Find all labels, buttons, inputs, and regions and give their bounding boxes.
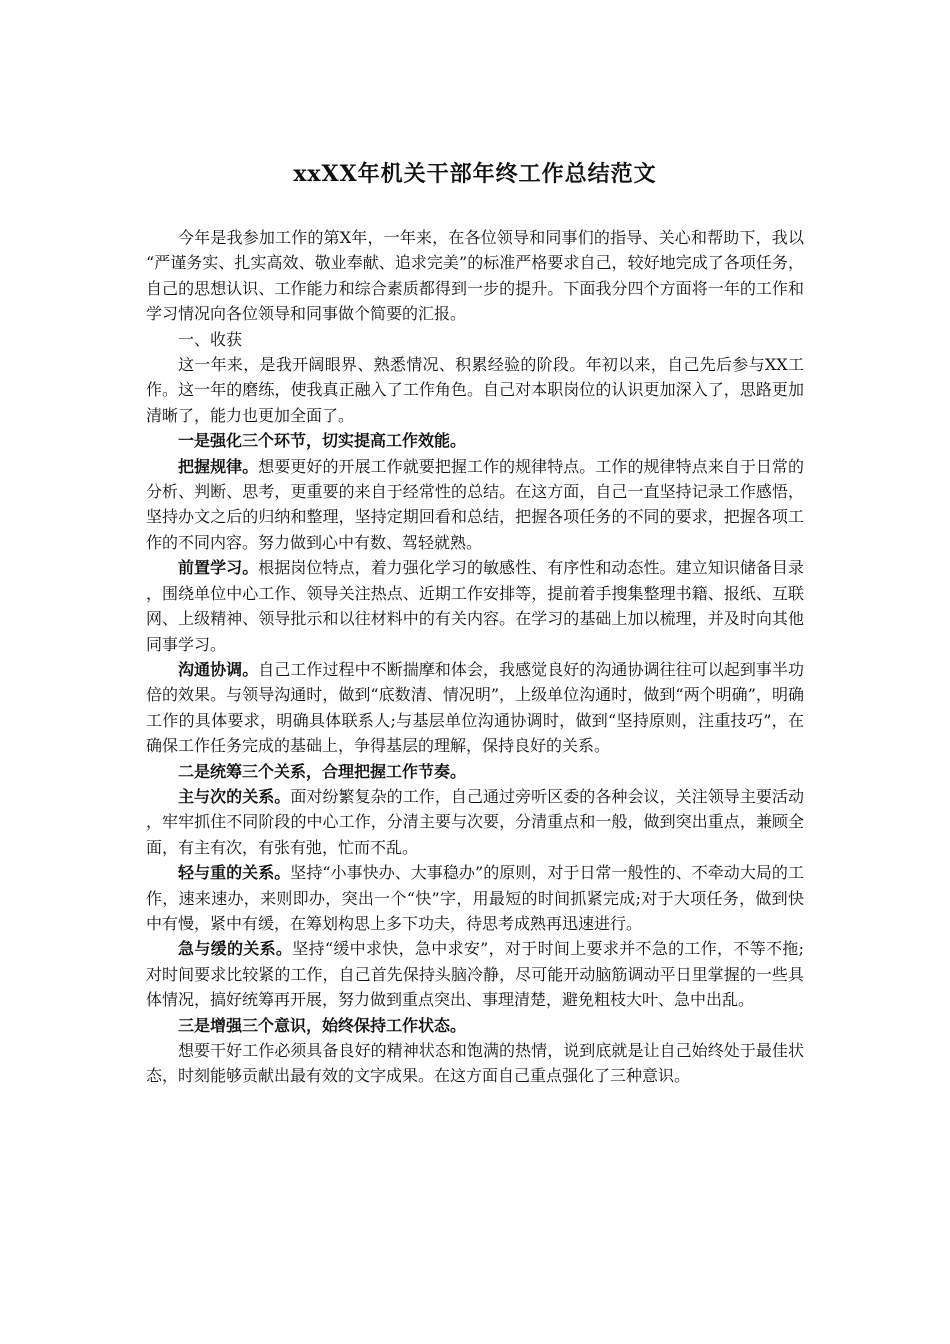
paragraph-text: 想要干好工作必须具备良好的精神状态和饱满的热情，说到底就是让自己始终处于最佳状态，时刻能够贡献出最有效的文字成果。在这方面自己重点强化了三种意识。 <box>146 1041 804 1086</box>
paragraph <box>146 936 804 1012</box>
paragraph-text: 根据岗位特点，着力强化学习的敏感性、有序性和动态性。建立知识储备目录，围绕单位中心工作、领导关注热点、近期工作安排等，提前着手搜集整理书籍、报纸、互联网、上级精神、领导批示和以往材料中的有关内容。在学习的基础上加以梳理，并及时向其他同事学习。 <box>146 558 804 654</box>
paragraph-text: 自己工作过程中不断揣摩和体会，我感觉良好的沟通协调往往可以起到事半功倍的效果。与领导沟通时，做到“底数清、情况明”，上级单位沟通时，做到“两个明确”，明确工作的具体要求，明确具体联系人;与基层单位沟通协调时，做到“坚持原则，注重技巧”，在确保工作任务完成的基础上，争得基层的理解，保持良好的关系。 <box>146 659 804 756</box>
paragraph-text: 坚持“缓中求快，急中求安”，对于时间上要求并不急的工作，不等不拖;对时间要求比较紧的工作，自己首先保持头脑冷静，尽可能开动脑筋调动平日里掌握的一些具体情况，搞好统筹再开展，努力做到重点突出、事理清楚，避免粗枝大叶、急中出乱。 <box>146 939 804 1010</box>
paragraph-lead: 三是增强三个意识，始终保持工作状态。 <box>178 1015 467 1035</box>
paragraph-lead: 急与缓的关系。 <box>178 939 293 959</box>
paragraph-lead: 一是强化三个环节，切实提高工作效能。 <box>178 431 467 451</box>
paragraph <box>146 657 804 759</box>
paragraph-text: 面对纷繁复杂的工作，自己通过旁听区委的各种会议，关注领导主要活动，牢牢抓住不同阶段的中心工作，分清主要与次要，分清重点和一般，做到突出重点，兼顾全面，有主有次，有张有弛，忙而不乱。 <box>146 786 804 857</box>
document-title: xxXX年机关干部年终工作总结范文 <box>293 161 657 187</box>
paragraph-lead: 轻与重的关系。 <box>178 863 291 883</box>
paragraph-text: 一、收获 <box>178 329 243 349</box>
paragraph <box>146 225 804 327</box>
paragraph <box>146 1038 804 1089</box>
paragraph-text: 坚持“小事快办、大事稳办”的原则，对于日常一般性的、不牵动大局的工作，速来速办，来则即办，突出一个“快”字，用最短的时间抓紧完成;对于大项任务，做到快中有慢，紧中有缓，在筹划构思上多下功夫，待思考成熟再迅速进行。 <box>146 863 804 933</box>
paragraph <box>146 555 804 657</box>
paragraph <box>146 860 804 936</box>
document-body <box>146 225 804 1089</box>
paragraph <box>146 454 804 556</box>
paragraph-lead: 把握规律。 <box>178 456 259 476</box>
section-heading <box>146 759 804 784</box>
paragraph-lead: 前置学习。 <box>178 558 259 578</box>
paragraph-lead: 二是统筹三个关系，合理把握工作节奏。 <box>178 761 467 781</box>
paragraph-text: 这一年来，是我开阔眼界、熟悉情况、积累经验的阶段。年初以来，自己先后参与XX工作。这一年的磨练，使我真正融入了工作角色。自己对本职岗位的认识更加深入了，思路更加清晰了，能力也更加全面了。 <box>146 355 804 425</box>
section-heading <box>146 428 804 453</box>
paragraph <box>146 784 804 860</box>
paragraph-text: 今年是我参加工作的第X年，一年来，在各位领导和同事们的指导、关心和帮助下，我以“严谨务实、扎实高效、敬业奉献、追求完美”的标准严格要求自己，较好地完成了各项任务，自己的思想认识、工作能力和综合素质都得到一步的提升。下面我分四个方面将一年的工作和学习情况向各位领导和同事做个简要的汇报。 <box>146 228 804 324</box>
paragraph-lead: 主与次的关系。 <box>178 786 291 806</box>
paragraph-lead: 沟通协调。 <box>178 659 259 679</box>
paragraph <box>146 352 804 428</box>
section-heading <box>146 1013 804 1038</box>
paragraph-text: 想要更好的开展工作就要把握工作的规律特点。工作的规律特点来自于日常的分析、判断、思考，更重要的来自于经常性的总结。在这方面，自己一直坚持记录工作感悟，坚持办文之后的归纳和整理，坚持定期回看和总结，把握各项任务的不同的要求，把握各项工作的不同内容。努力做到心中有数、驾轻就熟。 <box>146 456 804 552</box>
paragraph <box>146 327 804 352</box>
